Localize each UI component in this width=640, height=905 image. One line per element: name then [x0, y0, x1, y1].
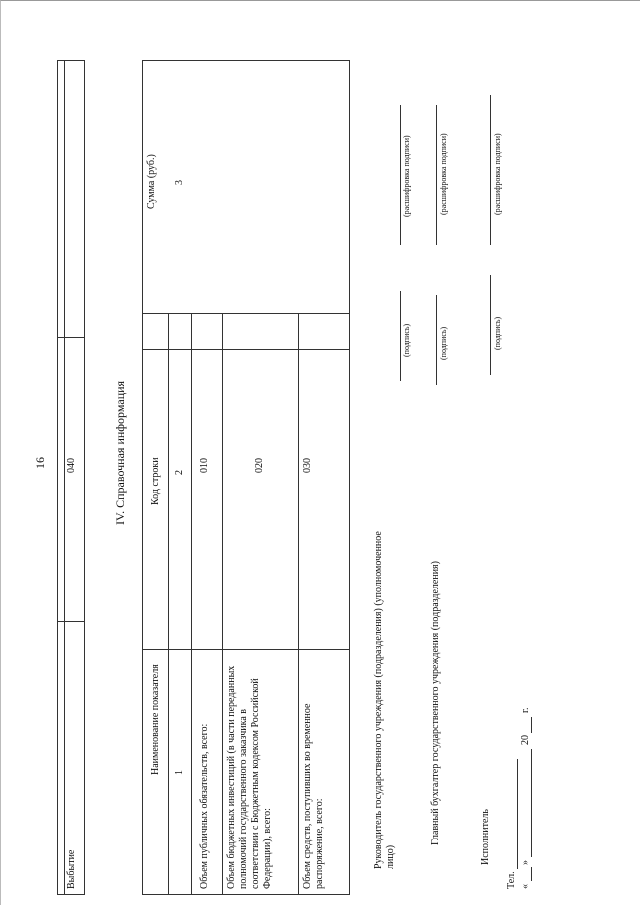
top-table-divider — [64, 60, 65, 895]
chief-signature-caption: (подпись) — [439, 326, 448, 360]
top-table-col-line-1 — [57, 621, 85, 622]
phone-label: Тел. — [506, 871, 517, 889]
executor-decoding-caption: (расшифровка подписи) — [493, 133, 502, 215]
numbering-3: 3 — [174, 180, 185, 185]
head-signature-line — [400, 291, 401, 381]
info-table-col-divider-1 — [142, 649, 350, 650]
date-year-suffix: г. — [520, 707, 531, 713]
top-table-col-line-2 — [57, 337, 85, 338]
executor-decoding-line — [490, 95, 491, 245]
info-table-row-divider-4 — [298, 313, 299, 895]
date-open-quote: « — [520, 884, 531, 889]
page-number: 16 — [33, 457, 47, 469]
date-day-line — [531, 867, 532, 881]
info-table-row-divider-1 — [168, 313, 169, 895]
executor-signature-line — [490, 275, 491, 375]
date-month-line — [531, 749, 532, 857]
info-table-row-divider-3 — [222, 313, 223, 895]
phone-line — [517, 759, 518, 869]
top-table — [57, 60, 85, 895]
head-decoding-caption: (расшифровка подписи) — [402, 135, 411, 217]
numbering-2: 2 — [174, 470, 185, 475]
header-sum: Сумма (руб.) — [146, 154, 157, 209]
row-3-name: Объем средств, поступивших во временное распоряжение, всего: — [302, 703, 325, 889]
date-close-quote: » — [520, 860, 531, 865]
section-title: IV. Справочная информация — [113, 380, 127, 525]
header-code: Код строки — [150, 457, 161, 505]
executor-title: Исполнитель — [480, 809, 491, 865]
row-3-code: 030 — [302, 458, 313, 473]
chief-accountant-title: Главный бухгалтер государственного учреждения (подразделения) — [430, 561, 441, 845]
chief-signature-line — [436, 295, 437, 385]
top-table-code: 040 — [66, 458, 77, 473]
row-1-name: Объем публичных обязательств, всего: — [199, 723, 210, 889]
row-2-code: 020 — [254, 458, 265, 473]
row-2-name: Объем бюджетных инвестиций (в части переданных полномочий государственного заказчика в соответствии с Бюджетным кодексом Российской Федерации), всего: — [226, 665, 273, 889]
chief-decoding-caption: (расшифровка подписи) — [439, 133, 448, 215]
date-century: 20 — [520, 735, 531, 745]
chief-decoding-line — [436, 105, 437, 245]
head-signature-caption: (подпись) — [402, 323, 411, 357]
info-table-row-divider-2 — [191, 313, 192, 895]
executor-signature-caption: (подпись) — [493, 316, 502, 350]
info-table-right-block — [142, 60, 350, 350]
row-1-code: 010 — [199, 458, 210, 473]
date-year-line — [531, 717, 532, 733]
head-decoding-line — [400, 105, 401, 245]
header-name: Наименование показателя — [150, 664, 161, 775]
head-title: Руководитель государственного учреждения (подразделения) (уполномоченное лицо) — [373, 531, 396, 869]
top-table-label: Выбытие — [66, 849, 77, 889]
numbering-1: 1 — [174, 770, 185, 775]
